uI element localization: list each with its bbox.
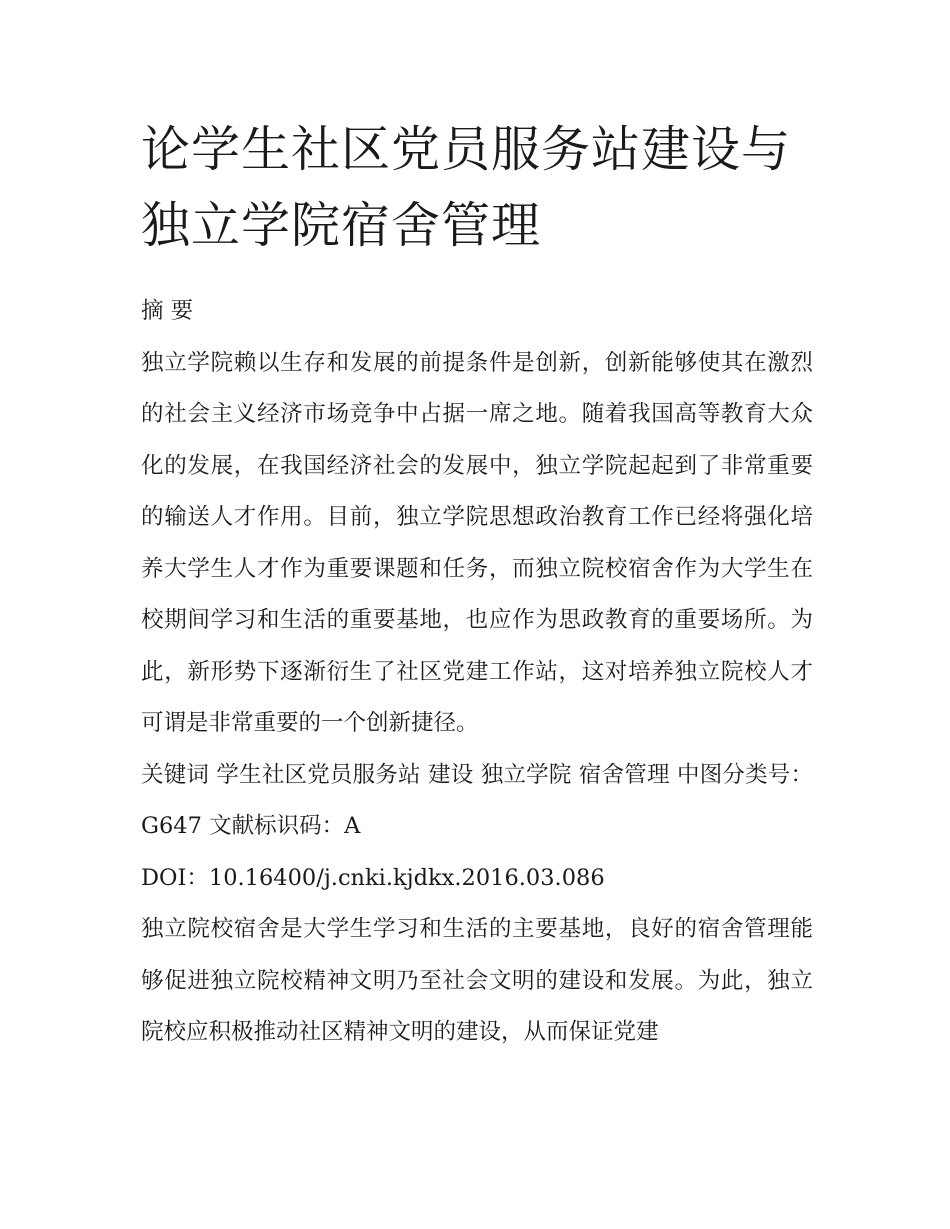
document-title <box>141 112 813 264</box>
title-line-1: 论学生社区党员服务站建设与 <box>141 121 792 178</box>
abstract-body: 独立学院赖以生存和发展的前提条件是创新，创新能够使其在激烈的社会主义经济市场竞争中占据一席之地。随着我国高等教育大众化的发展，在我国经济社会的发展中，独立学院起起到了非常重要的输送人才作用。目前，独立学院思想政治教育工作已经将强化培养大学生人才作为重要课题和任务，而独立院校宿舍作为大学生在校期间学习和生活的重要基地，也应作为思政教育的重要场所。为此，新形势下逐渐衍生了社区党建工作站，这对培养独立院校人才可谓是非常重要的一个创新捷径。 <box>141 349 813 736</box>
title-line-2: 独立学院宿舍管理 <box>141 197 542 254</box>
document-page <box>141 112 813 1059</box>
body-paragraph-1: 独立院校宿舍是大学生学习和生活的主要基地，良好的宿舍管理能够促进独立院校精神文明乃至社会文明的建设和发展。为此，独立院校应积极推动社区精神文明的建设，从而保证党建 <box>141 916 813 1045</box>
keywords: 关键词 学生社区党员服务站 建设 独立学院 宿舍管理 中图分类号：G647 文献标识码：A <box>141 761 813 839</box>
abstract-heading: 摘 要 <box>141 298 194 324</box>
doi: DOI：10.16400/j.cnki.kjdkx.2016.03.086 <box>141 864 605 891</box>
